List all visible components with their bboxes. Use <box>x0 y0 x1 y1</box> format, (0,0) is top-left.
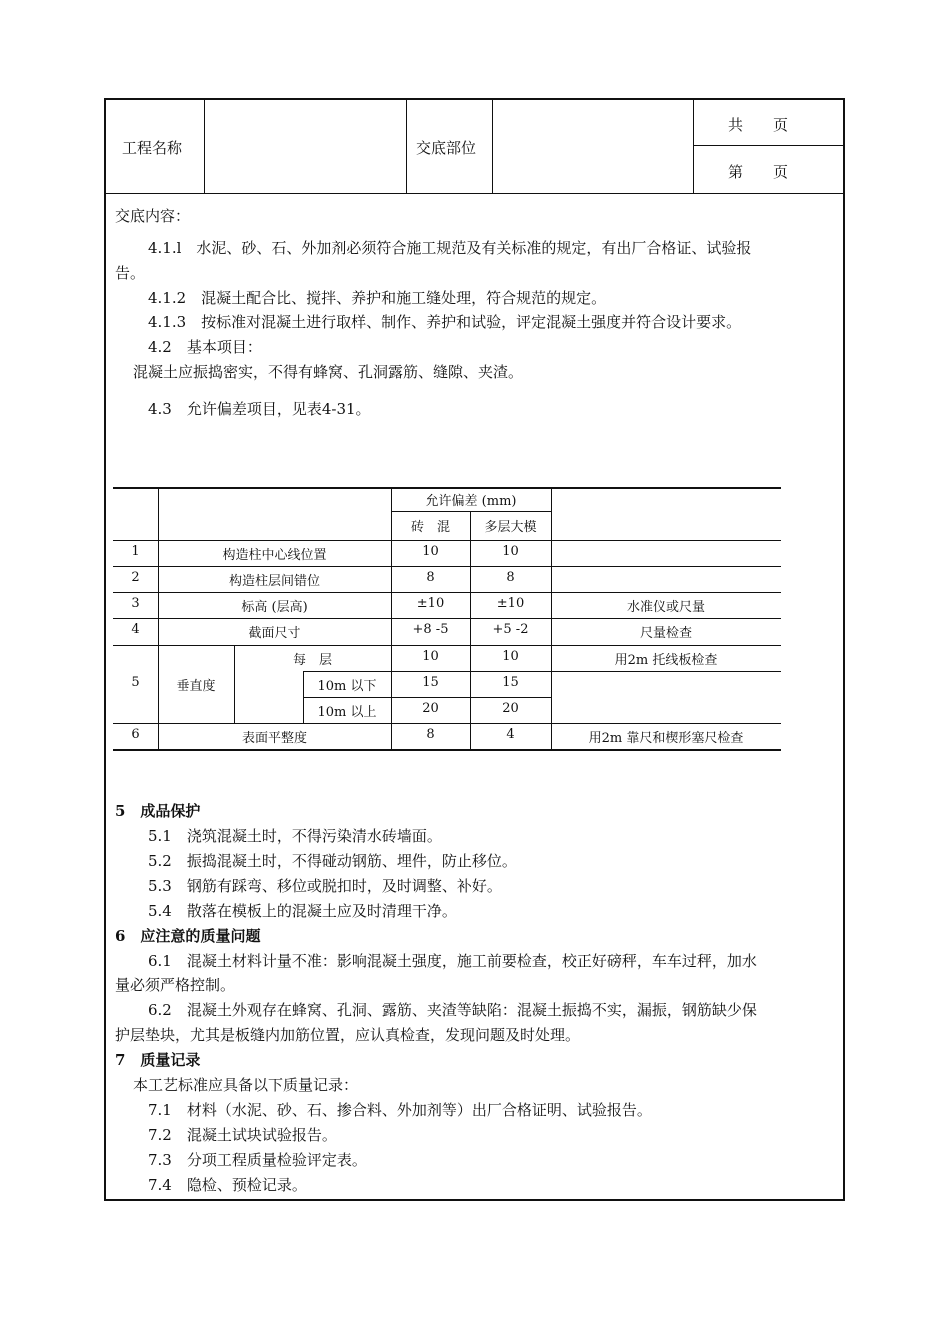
clause-5-3: 5.3 钢筋有踩弯、移位或脱扣时，及时调整、补好。 <box>148 877 502 895</box>
divider <box>204 100 205 193</box>
table-cell-brick: +8 -5 <box>412 622 449 637</box>
clause-4-1-1: 4.1.l 水泥、砂、石、外加剂必须符合施工规范及有关标准的规定，有出厂合格证、试验报 <box>148 239 752 257</box>
tolerance-table <box>113 487 781 751</box>
table-sub-item: 10m 以上 <box>317 705 377 720</box>
divider <box>406 100 407 193</box>
clause-4-2: 4.2 基本项目： <box>148 338 262 356</box>
clause-6-1-cont: 量必须严格控制。 <box>115 976 236 994</box>
clause-7-3: 7.3 分项工程质量检验评定表。 <box>148 1151 367 1169</box>
table-cell-brick: ±10 <box>416 596 445 611</box>
table-cell-method: 水准仪或尺量 <box>626 600 705 615</box>
table-cell-brick: 8 <box>426 727 435 742</box>
table-cell-multi: +5 -2 <box>492 622 529 637</box>
table-row-no: 6 <box>131 727 140 742</box>
clause-6-2: 6.2 混凝土外观存在蜂窝、孔洞、露筋、夹渣等缺陷：混凝土振捣不实，漏振，钢筋缺少保 <box>148 1001 757 1019</box>
table-row-no: 5 <box>131 675 140 690</box>
clause-4-2-text: 混凝土应振捣密实，不得有蜂窝、孔洞露筋、缝隙、夹渣。 <box>133 363 524 381</box>
header-multi: 多层大模 <box>484 520 537 535</box>
table-row-item: 垂直度 <box>176 679 216 694</box>
clause-5-4: 5.4 散落在模板上的混凝土应及时清理干净。 <box>148 902 457 920</box>
table-cell-multi: 4 <box>506 727 515 742</box>
table-row-item: 构造柱中心线位置 <box>222 548 327 563</box>
clause-7-1: 7.1 材料（水泥、砂、石、掺合料、外加剂等）出厂合格证明、试验报告。 <box>148 1101 652 1119</box>
clause-4-1-3: 4.1.3 按标准对混凝土进行取样、制作、养护和试验，评定混凝土强度并符合设计要求。 <box>148 313 742 331</box>
table-cell-method: 尺量检查 <box>639 626 692 641</box>
table-sub-item: 每 层 <box>292 653 332 668</box>
clause-4-1-1-cont: 告。 <box>115 264 146 282</box>
table-cell-brick: 10 <box>422 544 439 559</box>
divider <box>693 145 843 146</box>
table-row-no: 2 <box>131 570 140 585</box>
header-tolerance: 允许偏差 (mm) <box>425 494 517 509</box>
table-cell-multi: 15 <box>502 675 519 690</box>
section-7-intro: 本工艺标准应具备以下质量记录： <box>133 1076 359 1094</box>
clause-6-2-cont: 护层垫块，尤其是板缝内加筋位置，应认真检查，发现问题及时处理。 <box>115 1026 581 1044</box>
project-name-label: 工程名称 <box>122 139 183 157</box>
table-row-no: 1 <box>131 544 140 559</box>
table-sub-item: 10m 以下 <box>317 679 377 694</box>
table-row-item: 构造柱层间错位 <box>228 574 320 589</box>
table-cell-brick: 10 <box>422 649 439 664</box>
table-row-item: 标高 (层高) <box>241 600 308 615</box>
divider <box>492 100 493 193</box>
content-label: 交底内容： <box>115 207 191 225</box>
clause-6-1: 6.1 混凝土材料计量不准：影响混凝土强度，施工前要检查，校正好磅秤，车车过秤，加水 <box>148 952 757 970</box>
table-row-item: 表面平整度 <box>241 731 307 746</box>
clause-4-1-2: 4.1.2 混凝土配合比、搅拌、养护和施工缝处理，符合规范的规定。 <box>148 289 607 307</box>
form-header <box>106 100 843 194</box>
table-cell-brick: 20 <box>422 701 439 716</box>
table-cell-brick: 8 <box>426 570 435 585</box>
table-cell-brick: 15 <box>422 675 439 690</box>
clause-7-2: 7.2 混凝土试块试验报告。 <box>148 1126 337 1144</box>
table-cell-multi: 10 <box>502 544 519 559</box>
table-cell-multi: 8 <box>506 570 515 585</box>
header-brick: 砖 混 <box>410 520 450 535</box>
total-pages: 共 页 <box>728 116 789 134</box>
table-row-no: 4 <box>131 622 140 637</box>
table-cell-multi: 10 <box>502 649 519 664</box>
page-number: 第 页 <box>728 163 789 181</box>
table-cell-multi: 20 <box>502 701 519 716</box>
clause-7-4: 7.4 隐检、预检记录。 <box>148 1176 307 1194</box>
section-5-heading: 5 成品保护 <box>115 802 201 820</box>
table-cell-multi: ±10 <box>496 596 525 611</box>
clause-4-3: 4.3 允许偏差项目，见表4-31。 <box>148 400 371 418</box>
location-label: 交底部位 <box>416 139 477 157</box>
clause-5-2: 5.2 振捣混凝土时，不得碰动钢筋、埋件，防止移位。 <box>148 852 517 870</box>
section-7-heading: 7 质量记录 <box>115 1051 201 1069</box>
clause-5-1: 5.1 浇筑混凝土时，不得污染清水砖墙面。 <box>148 827 442 845</box>
divider <box>693 100 694 193</box>
table-row-item: 截面尺寸 <box>248 626 301 641</box>
table-row-no: 3 <box>131 596 140 611</box>
table-cell-method: 用2m 靠尺和楔形塞尺检查 <box>588 731 744 746</box>
table-cell-method: 用2m 托线板检查 <box>614 653 718 668</box>
section-6-heading: 6 应注意的质量问题 <box>115 927 261 945</box>
